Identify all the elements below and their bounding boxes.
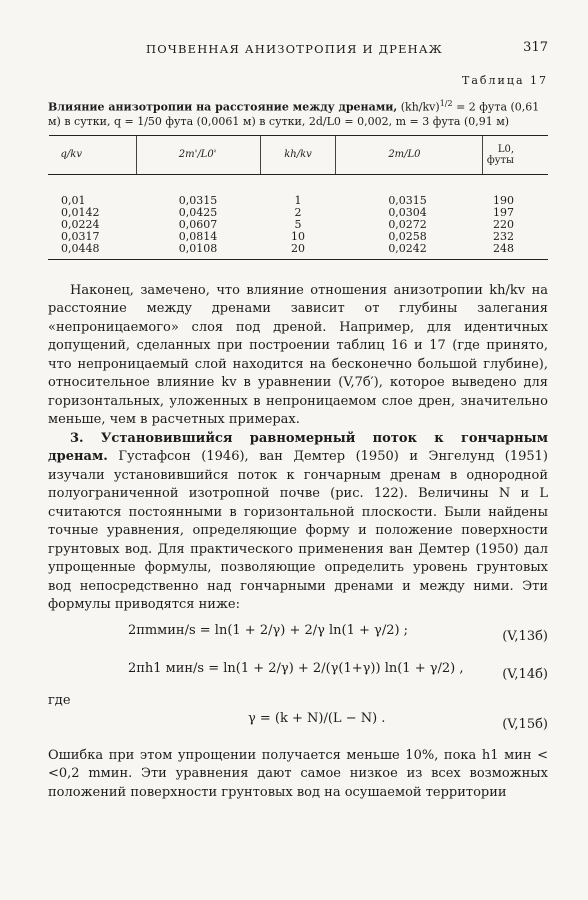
table-cell: 0,0304 [388, 205, 427, 219]
col-header: 2m/L0 [336, 135, 483, 174]
table-cell: 0,0317 [61, 229, 100, 243]
page-number: 317 [523, 40, 548, 55]
equation-number: (V,14б) [502, 666, 548, 682]
caption-rest: = 2 фута (0,61 м) в сутки, q = 1/50 фута (0,0061 м) в сутки, 2d/L0 = 0,002, m = 3 фута (0,91 м) [48, 100, 540, 128]
table-cell: 0,0142 [61, 205, 100, 219]
table-cell: 0,01 [61, 193, 86, 207]
table-cell: 0,0448 [49, 243, 137, 260]
table-cell: 0,0315 [388, 193, 427, 207]
table-cell: 197 [493, 205, 514, 219]
running-title: ПОЧВЕННАЯ АНИЗОТРОПИЯ И ДРЕНАЖ [146, 42, 443, 56]
table-cell: 0,0814 [178, 229, 218, 243]
table-cell: 232 [493, 229, 514, 243]
caption-exponent: 1/2 [439, 99, 453, 108]
table-row [49, 219, 549, 231]
table-cell: 0,0242 [336, 243, 483, 260]
paragraph [48, 430, 548, 615]
caption-lead: Влияние анизотропии на расстояние между дренами, [48, 100, 398, 114]
closing-paragraph: Ошибка при этом упрощении получается меньше 10%, пока h1 мин < <0,2 mмин. Эти уравнения дают самое низкое из всех возможных положений поверхности грунтовых вод на осушаемой территории [48, 747, 548, 800]
table-row [49, 207, 549, 219]
equation-formula: 2πmмин/s = ln(1 + 2/γ) + 2/γ ln(1 + γ/2) ; [128, 622, 409, 638]
table-cell: 0,0108 [136, 243, 260, 260]
col-header: L0, футы [482, 135, 548, 174]
equation [48, 619, 548, 653]
equation-number: (V,15б) [502, 716, 548, 732]
body-text [48, 282, 548, 615]
book-page [48, 40, 548, 802]
caption-ratio: (kh/kv) [400, 100, 440, 114]
table-cell: 10 [291, 229, 305, 243]
section-heading: 3. Установившийся равномерный поток к гончарным дренам. [48, 430, 548, 465]
table-cell: 0,0425 [178, 205, 218, 219]
table-header-row [49, 135, 549, 174]
table-cell: 220 [493, 217, 514, 231]
table-cell: 1 [294, 193, 302, 207]
table-cell: 0,0607 [178, 217, 218, 231]
col-header: kh/kv [260, 135, 336, 174]
table-row [49, 243, 549, 260]
table-caption [48, 97, 548, 129]
data-table [48, 135, 548, 260]
table-cell: 0,0258 [388, 229, 427, 243]
table-cell: 0,0315 [178, 193, 218, 207]
equation [48, 657, 548, 691]
equation-number: (V,13б) [502, 628, 548, 644]
table-row [49, 231, 549, 243]
col-header: 2m'/L0' [136, 135, 260, 174]
table-row [49, 174, 549, 207]
table-cell: 20 [260, 243, 336, 260]
equation [48, 711, 548, 741]
table-cell: 248 [482, 243, 548, 260]
table-cell: 0,0272 [388, 217, 427, 231]
table-cell: 190 [493, 193, 514, 207]
table-label: Таблица 17 [462, 74, 548, 87]
paragraph-text: Густафсон (1946), ван Демтер (1950) и Энгелунд (1951) изучали установившийся поток к гончарным дренам в однородной полуограниченной изотропной почве (рис. 122). Величины N и L считаются постоянными в горизонтальной плоскости. Были найдены точные уравнения, определяющие форму и положение поверхности грунтовых вод. Для практического применения ван Демтер (1950) дал упрощенные формулы, позволяющие определить уровень грунтовых вод непосредственно над гончарными дренами и между ними. Эти формулы приводятся ниже: [48, 449, 548, 613]
page-header [48, 40, 548, 60]
equation-formula: 2πh1 мин/s = ln(1 + 2/γ) + 2/(γ(1+γ)) ln(1 + γ/2) , [128, 660, 464, 676]
table-cell: 2 [294, 205, 302, 219]
paragraph: Наконец, замечено, что влияние отношения анизотропии kh/kv на расстояние между дренами зависит от глубины залегания «непроницаемого» слоя под дреной. Например, для идентичных допущений, сделанных при построении таблиц 16 и 17 (где принято, что непроницаемый слой находится на бесконечно большой глубине), относительное влияние kv в уравнении (V,7б′), которое выведено для горизонтальных, уложенных в непроницаемом слое дрен, значительно меньше, чем в расчетных примерах. [48, 282, 548, 428]
table-cell: 0,0224 [61, 217, 100, 231]
where-word: где [48, 692, 71, 708]
table-cell: 5 [294, 217, 302, 231]
col-header: q/kv [49, 135, 137, 174]
equation-formula: γ = (k + N)/(L − N) . [248, 710, 386, 726]
